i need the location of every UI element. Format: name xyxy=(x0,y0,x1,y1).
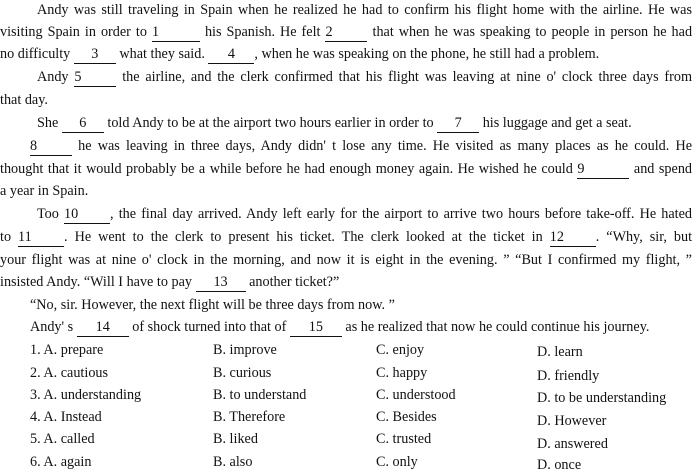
passage-text: what they said. xyxy=(119,46,205,62)
option-5-b: B. liked xyxy=(213,431,258,447)
option-2-a: 2. A. cautious xyxy=(30,365,109,381)
blank-7: 7 xyxy=(437,115,479,133)
option-4-c: C. Besides xyxy=(376,409,437,425)
option-5-a: 5. A. called xyxy=(30,431,95,447)
passage-text: another ticket?” xyxy=(249,274,340,290)
option-4-d: D. However xyxy=(537,413,607,429)
option-5-c: C. trusted xyxy=(376,431,432,447)
option-2-c: C. happy xyxy=(376,365,428,381)
passage-line-15 xyxy=(30,316,692,338)
passage-line-9 xyxy=(0,180,692,202)
passage-text: Andy was still traveling in Spain when he realized he had to confirm his flight home with the airline. He was xyxy=(37,2,692,18)
passage-line-8 xyxy=(0,158,692,180)
blank-14: 14 xyxy=(77,319,129,337)
option-2-b: B. curious xyxy=(213,365,272,381)
blank-2: 2 xyxy=(325,24,367,42)
passage-line-12 xyxy=(0,249,692,271)
option-1-b: B. improve xyxy=(213,342,277,358)
blank-6: 6 xyxy=(62,115,104,133)
option-3-b: B. to understand xyxy=(213,387,307,403)
passage-text: no difficulty xyxy=(0,46,71,62)
passage-line-10 xyxy=(37,203,692,225)
passage-line-4 xyxy=(37,66,692,88)
passage-text: She xyxy=(37,115,59,131)
passage-text: his luggage and get a seat. xyxy=(482,115,632,131)
blank-11: 11 xyxy=(18,229,64,247)
blank-9: 9 xyxy=(577,161,629,179)
blank-5: 5 xyxy=(74,69,116,87)
option-4-a: 4. A. Instead xyxy=(30,409,102,425)
blank-8: 8 xyxy=(30,138,72,156)
option-1-d: D. learn xyxy=(537,344,583,360)
passage-text: told Andy to be at the airport two hours earlier in order to xyxy=(107,115,434,131)
passage-text: his Spanish. He felt xyxy=(204,24,321,40)
option-6-a: 6. A. again xyxy=(30,454,92,470)
passage-text: to xyxy=(0,229,12,245)
passage-text: as he realized that now he could continue his journey. xyxy=(345,319,650,335)
blank-10: 10 xyxy=(64,206,110,224)
passage-line-1 xyxy=(37,0,692,21)
option-1-c: C. enjoy xyxy=(376,342,425,358)
passage-text: visiting Spain in order to xyxy=(0,24,147,40)
passage-line-5 xyxy=(0,89,692,111)
passage-text: he was leaving in three days, Andy didn' t lose any time. He visited as many places as he could. He xyxy=(78,138,693,154)
passage-text: that when he was speaking to people in person he had xyxy=(372,24,693,40)
passage-text: . “Why, sir, but xyxy=(595,229,693,245)
passage-text: that day. xyxy=(0,92,48,108)
passage-text: insisted Andy. “Will I have to pay xyxy=(0,274,192,290)
option-3-c: C. understood xyxy=(376,387,456,403)
passage-text: the airline, and the clerk confirmed that his flight was leaving at nine o' clock three days from xyxy=(122,69,693,85)
blank-3: 3 xyxy=(74,46,116,64)
option-6-d: D. once xyxy=(537,457,582,473)
passage-line-2 xyxy=(0,21,692,43)
passage-text: thought that it would probably be a while before he had enough money again. He wished he could xyxy=(0,161,573,177)
passage-line-7 xyxy=(30,135,692,157)
option-6-b: B. also xyxy=(213,454,253,470)
blank-1: 1 xyxy=(152,24,200,42)
option-6-c: C. only xyxy=(376,454,418,470)
passage-text: , when he was speaking on the phone, he still had a problem. xyxy=(254,46,600,62)
option-3-a: 3. A. understanding xyxy=(30,387,142,403)
option-5-d: D. answered xyxy=(537,436,608,452)
passage-line-14 xyxy=(30,294,692,316)
passage-text: Too xyxy=(37,206,59,222)
passage-line-13 xyxy=(0,271,692,293)
option-4-b: B. Therefore xyxy=(213,409,286,425)
passage-text: Andy' s xyxy=(30,319,74,335)
blank-12: 12 xyxy=(550,229,596,247)
passage-text: , the final day arrived. Andy left early for the airport to arrive two hours before take-off. He hated xyxy=(110,206,693,222)
passage-text: . He went to the clerk to present his ticket. The clerk looked at the ticket in xyxy=(64,229,543,245)
passage-text: your flight was at nine o' clock in the morning, and now it is eight in the evening. ” “But I confirmed my flight, ” xyxy=(0,252,692,268)
passage-line-6 xyxy=(37,112,692,134)
option-1-a: 1. A. prepare xyxy=(30,342,104,358)
option-2-d: D. friendly xyxy=(537,368,600,384)
blank-15: 15 xyxy=(290,319,342,337)
passage-text: “No, sir. However, the next flight will be three days from now. ” xyxy=(30,297,395,313)
passage-line-3 xyxy=(0,43,692,65)
option-3-d: D. to be understanding xyxy=(537,390,667,406)
blank-13: 13 xyxy=(196,274,246,292)
passage-text: of shock turned into that of xyxy=(132,319,287,335)
passage-line-11 xyxy=(0,226,692,248)
blank-4: 4 xyxy=(208,46,254,64)
passage-text: Andy xyxy=(37,69,69,85)
passage-text: and spend xyxy=(633,161,693,177)
passage-text: a year in Spain. xyxy=(0,183,89,199)
